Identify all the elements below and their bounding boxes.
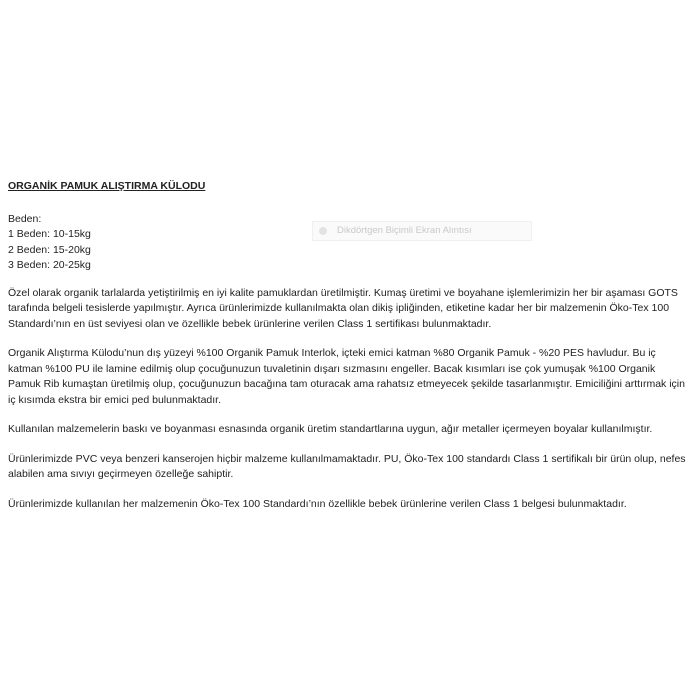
page-title: ORGANİK PAMUK ALIŞTIRMA KÜLODU [8, 180, 206, 192]
paragraph-fabric-layers: Organik Alıştırma Külodu’nun dış yüzeyi %100 Organik Pamuk Interlok, içteki emici katman %80 Organik Pamuk - %20 PES havludur. Bu iç katman %100 PU ile lamine edilmiş olup çocuğunuzun tuvaletinin dışarı sızmasını engeller. Bacak kısımları ise çok yumuşak %100 Organik Pamuk Rib kumaştan üretilmiş olup, çocuğunuzun bacağına tam oturacak ama rahatsız etmeyecek şekilde tasarlanmıştır. Emiciliğini arttırmak için iç kısımda ekstra bir emici ped bulunmaktadır. [8, 347, 685, 406]
snipping-tool-overlay [312, 221, 532, 241]
size-item: 1 Beden: 10-15kg [8, 228, 91, 240]
paragraph-cotton-origin: Özel olarak organik tarlalarda yetiştirilmiş en iyi kalite pamuklardan üretilmiştir. Kumaş üretimi ve boyahane işlemlerimizin her bir aşaması GOTS tarafında belgeli tesislerde yapılmıştır. Ayrıca ürünlerimizde kullanılmakta olan dikiş ipliğinden, etiketine kadar her bir malzemenin Öko-Tex 100 Standardı’nın en üst seviyesi olan ve özellikle bebek ürünlerine verilen Class 1 sertifikası bulunmaktadır. [8, 286, 678, 330]
snipping-tool-label: Dikdörtgen Biçimli Ekran Alıntısı [337, 225, 472, 237]
size-item: 2 Beden: 15-20kg [8, 243, 91, 256]
size-item: 3 Beden: 20-25kg [8, 259, 91, 271]
snip-icon [319, 227, 327, 235]
paragraph-dyes: Kullanılan malzemelerin baskı ve boyanması esnasında organik üretim standartlarına uygun, ağır metaller içermeyen boyalar kullanılmıştır. [8, 423, 653, 435]
paragraph-pvc-free: Ürünlerimizde PVC veya benzeri kanserojen hiçbir malzeme kullanılmamaktadır. PU, Öko-Tex 100 standardı Class 1 sertifikalı bir ürün olup, nefes alabilen ama sıvıyı geçirmeyen özelleğe sahiptir. [8, 452, 686, 480]
size-list-label: Beden: [8, 212, 42, 225]
paragraph-certificate: Ürünlerimizde kullanılan her malzemenin Öko-Tex 100 Standardı’nın özellikle bebek ürünlerine verilen Class 1 belgesi bulunmaktadır. [8, 497, 627, 510]
